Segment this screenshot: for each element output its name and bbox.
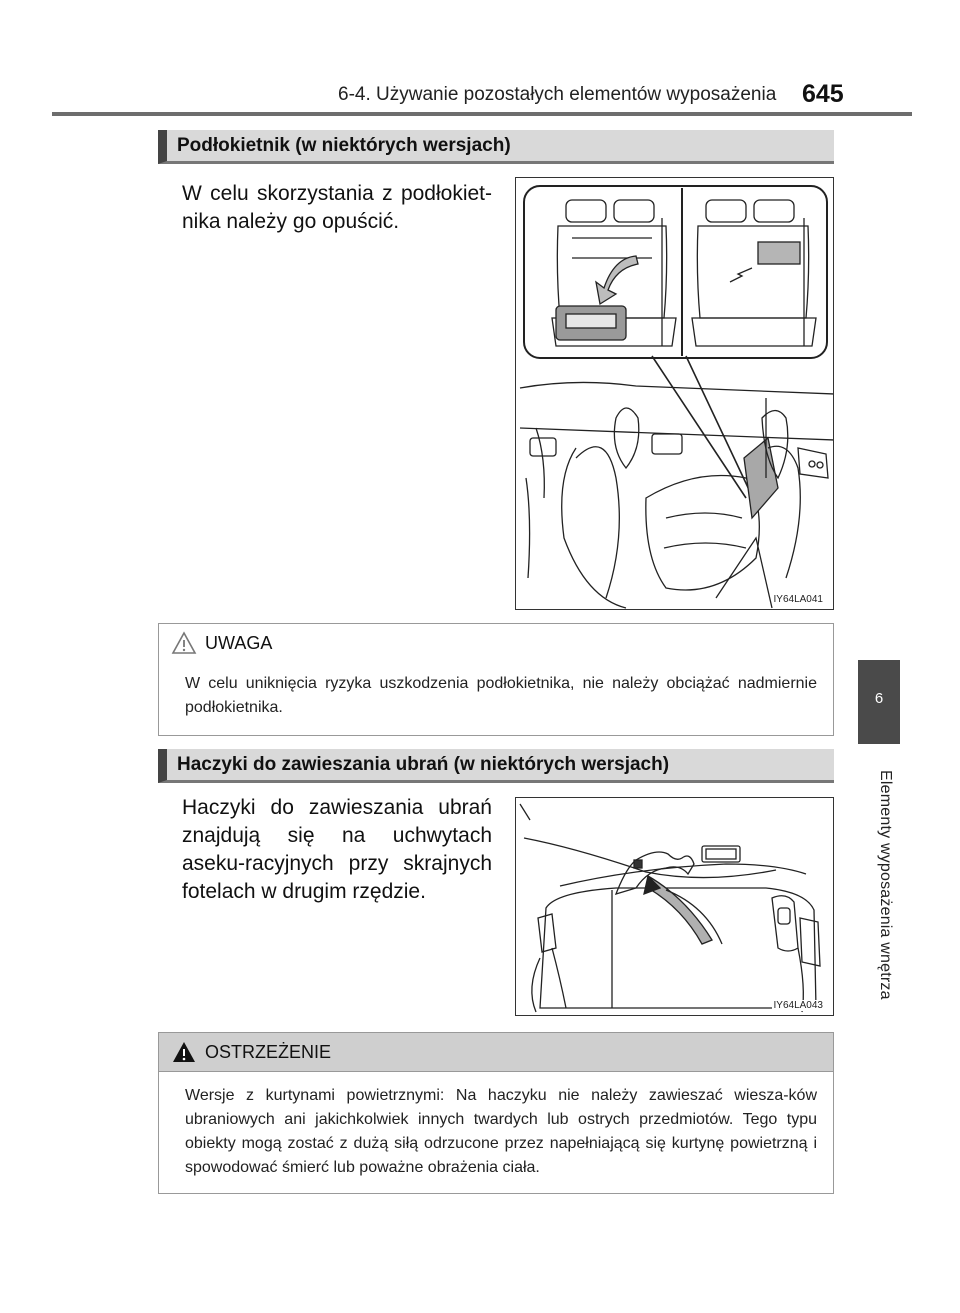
warning-triangle-outline-icon: [171, 631, 197, 655]
caution-header: [159, 624, 833, 662]
warning-triangle-filled-icon: [171, 1040, 197, 1064]
armrest-figure-code: IY64LA041: [773, 594, 823, 605]
armrest-section-heading: Podłokietnik (w niektórych wersjach): [158, 130, 834, 164]
chapter-label: Elementy wyposażenia wnętrza: [877, 770, 894, 1000]
hooks-illustration: [515, 797, 834, 1016]
armrest-description: W celu skorzystania z podłokiet-nika należy go opuścić.: [182, 182, 492, 233]
caution-box: [158, 623, 834, 736]
header-divider: [52, 112, 912, 116]
hooks-drawing: [516, 798, 834, 1016]
warning-box: [158, 1032, 834, 1194]
page-number: 645: [802, 80, 844, 108]
armrest-drawing: [516, 178, 834, 610]
chapter-tab: 6: [858, 660, 900, 744]
warning-header: [159, 1033, 833, 1072]
caution-title: UWAGA: [205, 633, 273, 653]
hooks-description: Haczyki do zawieszania ubrań znajdują się na uchwytach aseku-racyjnych przy skrajnych fotelach w drugim rzędzie.: [182, 796, 492, 903]
armrest-illustration: [515, 177, 834, 610]
caution-text: W celu uniknięcia ryzyka uszkodzenia podłokietnika, nie należy obciążać nadmiernie podłokietnika.: [185, 675, 817, 716]
warning-text: Wersje z kurtynami powietrznymi: Na haczyku nie należy zawieszać wiesza-ków ubraniowych ani jakichkolwiek innych twardych lub ostrych przedmiotów. Tego typu obiekty mogą zostać z dużą siłą odrzucone przez napełniającą się kurtynę powietrzną i spowodować śmierć lub poważne obrażenia ciała.: [185, 1087, 817, 1176]
hooks-figure-code: IY64LA043: [773, 1000, 823, 1011]
hooks-section-heading: Haczyki do zawieszania ubrań (w niektórych wersjach): [158, 749, 834, 783]
warning-title: OSTRZEŻENIE: [205, 1042, 332, 1062]
running-header: 6-4. Używanie pozostałych elementów wyposażenia: [338, 84, 777, 105]
